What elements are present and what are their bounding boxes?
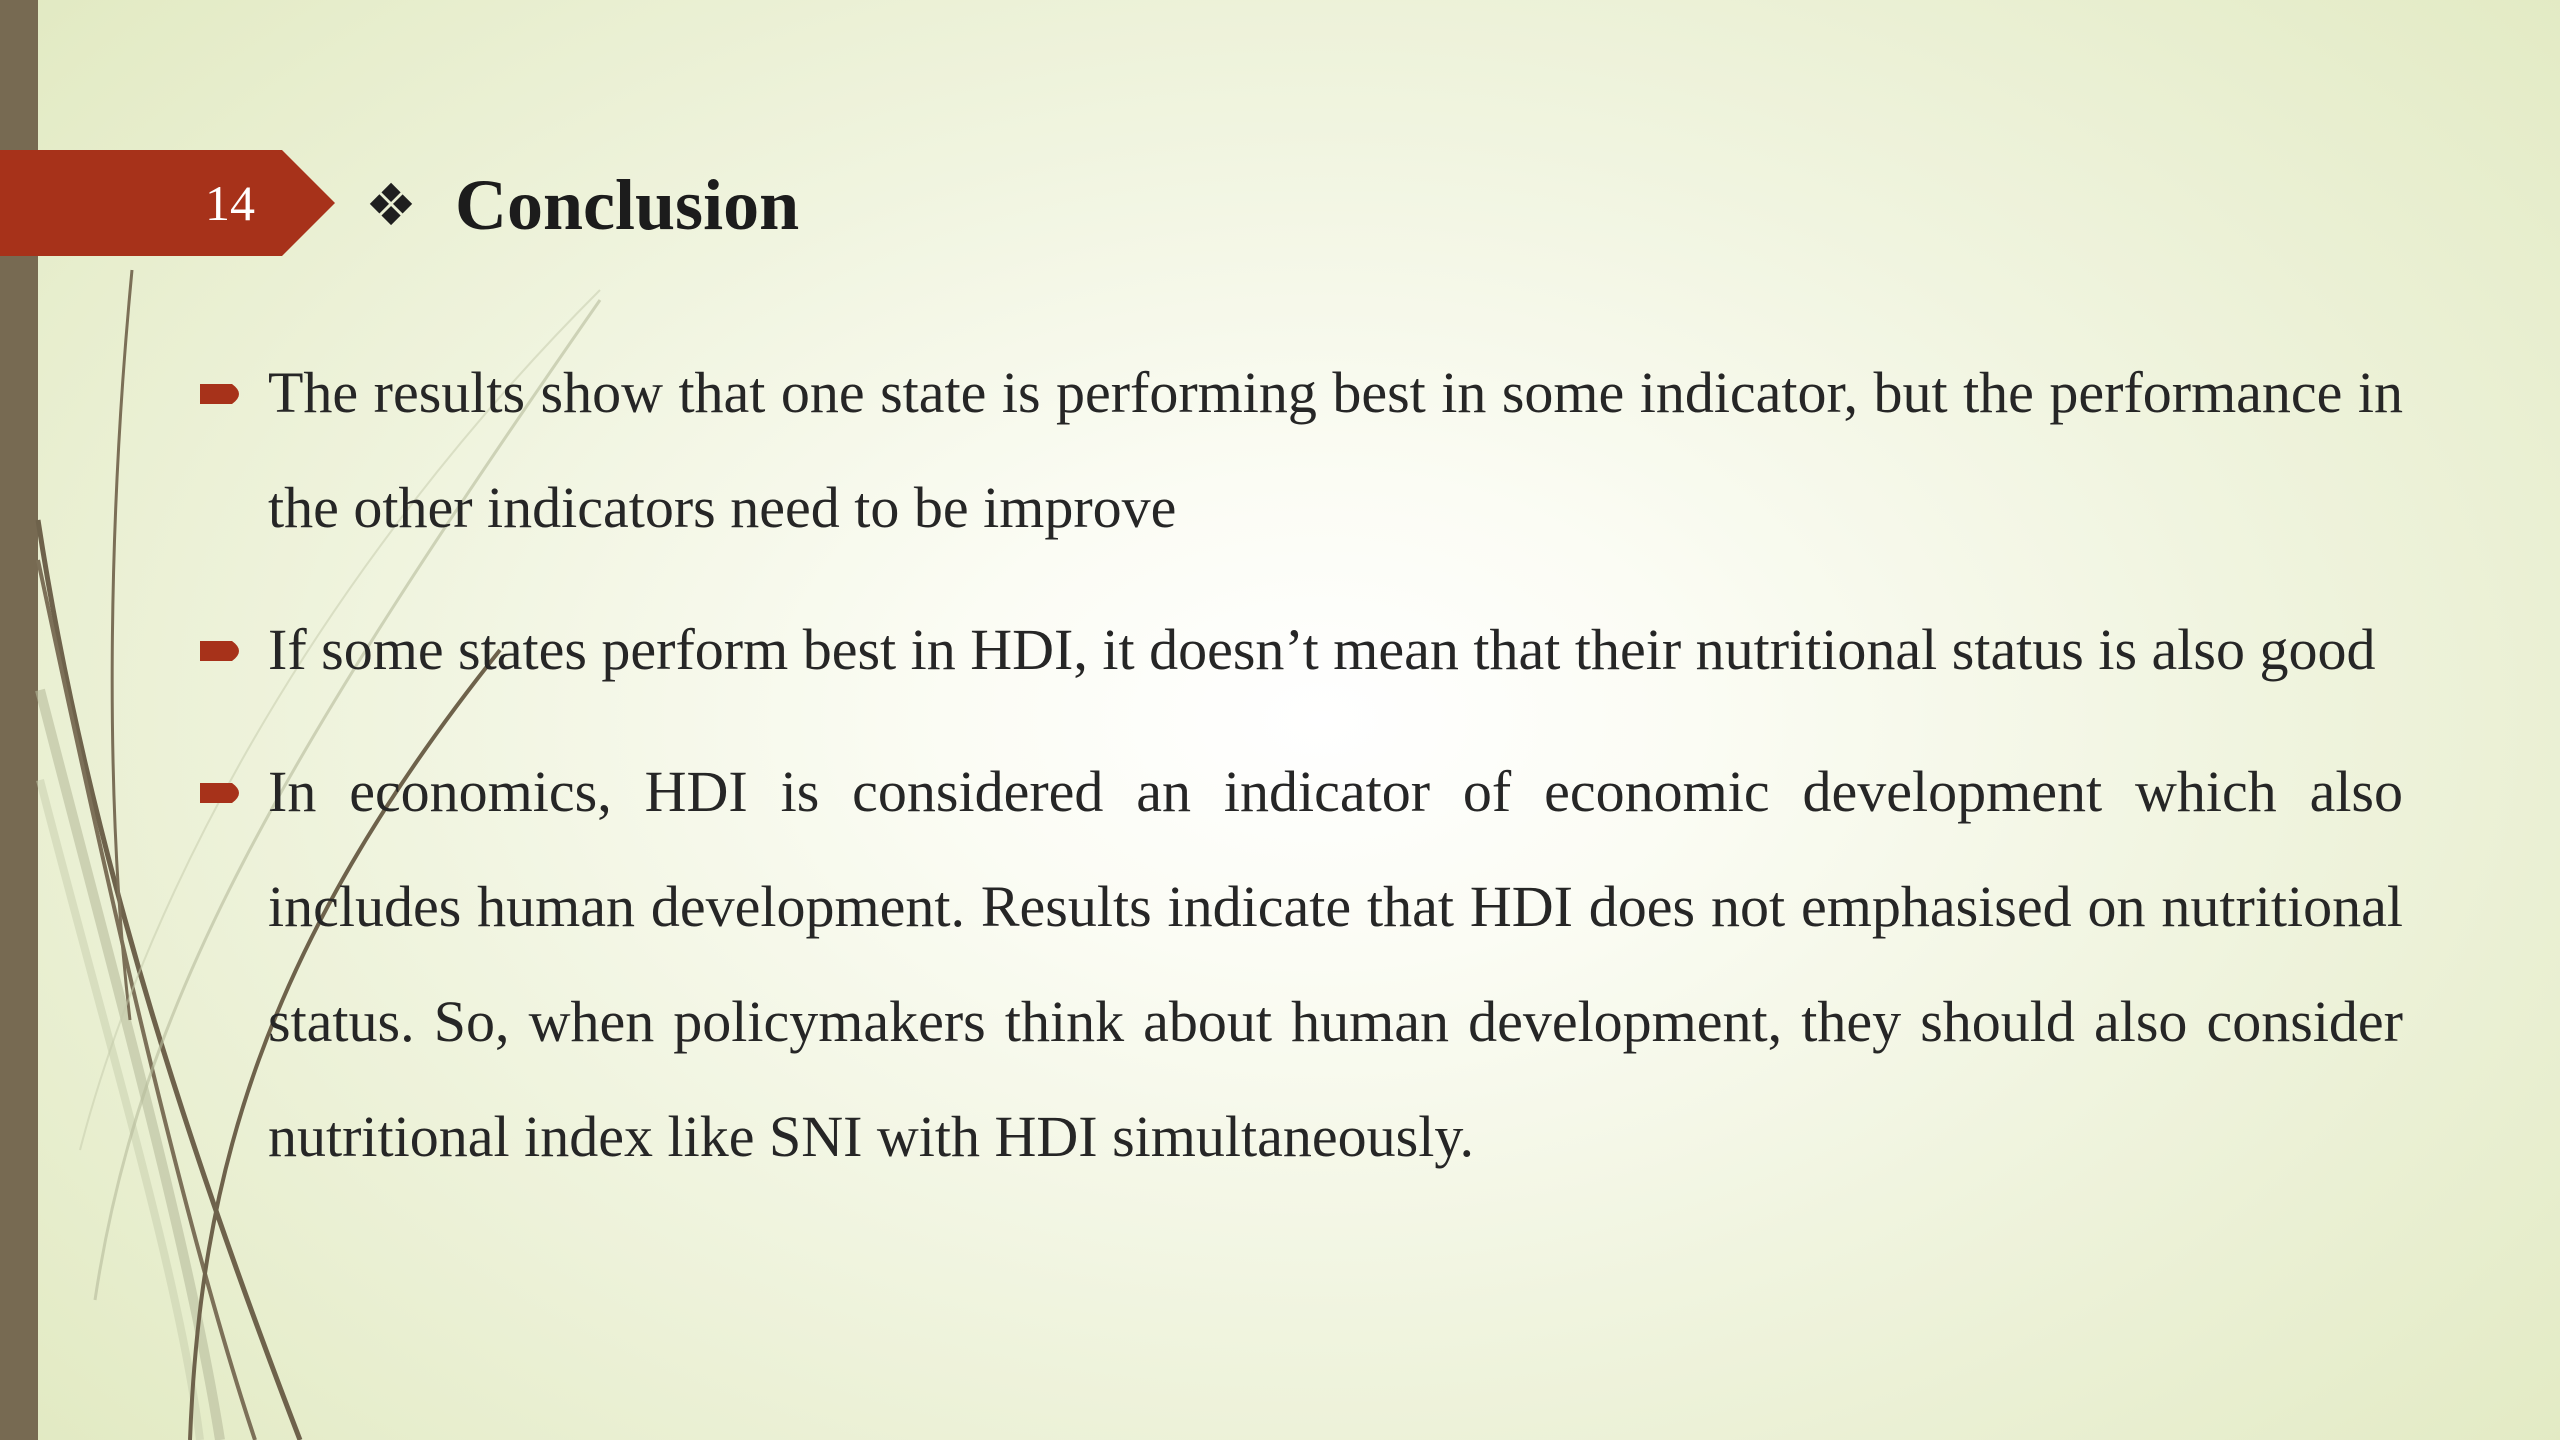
bullet-arrow-icon <box>200 638 248 664</box>
bullet-arrow-icon <box>200 381 248 407</box>
four-diamond-ornament-icon: ❖ <box>365 171 417 239</box>
slide-number: 14 <box>205 175 255 231</box>
slide-number-tab <box>0 150 335 256</box>
bullet-list <box>268 335 2403 1221</box>
bullet-item <box>268 592 2403 707</box>
bullet-text: In economics, HDI is considered an indicator of economic development which also includes human development. Results indicate that HDI does not emphasised on nutritional status. So, when policymakers think about human development, they should also consider nutritional index like SNI with HDI simultaneously. <box>268 759 2403 1169</box>
bullet-text: If some states perform best in HDI, it doesn’t mean that their nutritional status is also good <box>268 617 2376 682</box>
bullet-item <box>268 335 2403 565</box>
bullet-item <box>268 734 2403 1194</box>
slide-title-row <box>365 155 799 255</box>
slide-title: Conclusion <box>455 165 800 245</box>
bullet-text: The results show that one state is performing best in some indicator, but the performance in the other indicators need to be improve <box>268 360 2403 540</box>
bullet-arrow-icon <box>200 780 248 806</box>
